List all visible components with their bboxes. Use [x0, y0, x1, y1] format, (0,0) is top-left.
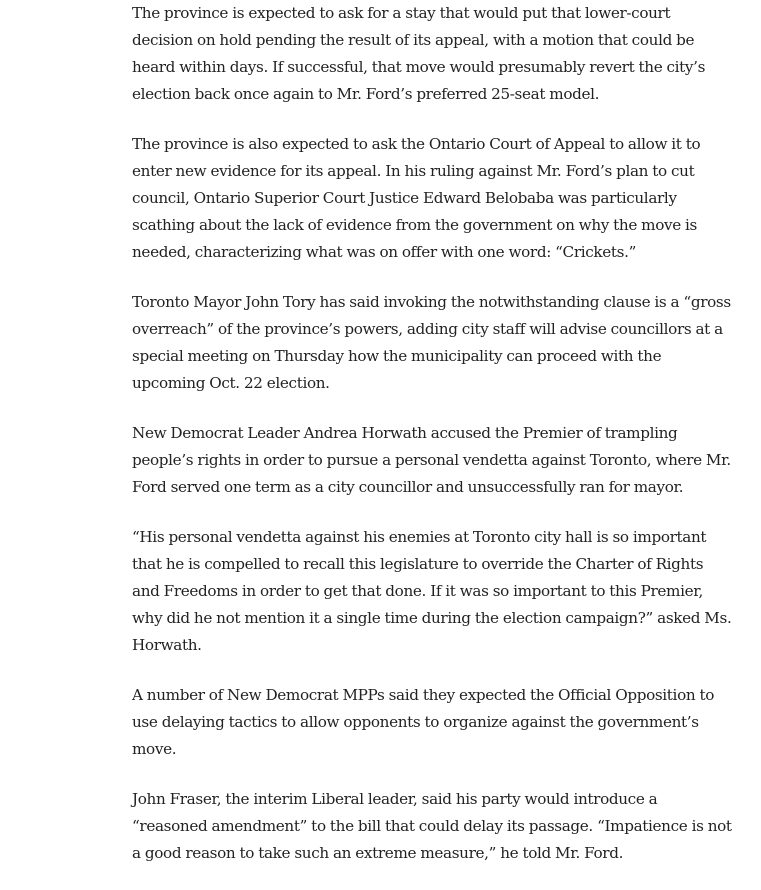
- article-body: [132, 0, 732, 890]
- paragraph-horwath-accusation: New Democrat Leader Andrea Horwath accused the Premier of trampling people’s rights in order to pursue a personal vendetta against Toronto, where Mr. Ford served one term as a city councillor and unsuccessfully ran for mayor.: [132, 424, 731, 496]
- paragraph-new-evidence: The province is also expected to ask the Ontario Court of Appeal to allow it to enter new evidence for its appeal. In his ruling against Mr. Ford’s plan to cut council, Ontario Superior Court Justice Edward Belobaba was particularly scathing about the lack of evidence from the government on why the move is needed, characterizing what was on offer with one word: “Crickets.”: [132, 135, 701, 261]
- paragraph-stay-motion: The province is expected to ask for a stay that would put that lower-court decision on hold pending the result of its appeal, with a motion that could be heard within days. If successful, that move would presumably revert the city’s election back once again to Mr. Ford’s preferred 25-seat model.: [132, 4, 706, 103]
- paragraph-fraser-amendment: John Fraser, the interim Liberal leader, said his party would introduce a “reasoned amendment” to the bill that could delay its passage. “Impatience is not a good reason to take such an extreme measure,” he told Mr. Ford.: [132, 790, 732, 862]
- paragraph-mayor-tory: Toronto Mayor John Tory has said invoking the notwithstanding clause is a “gross overreach” of the province’s powers, adding city staff will advise councillors at a special meeting on Thursday how the municipality can proceed with the upcoming Oct. 22 election.: [132, 293, 731, 392]
- paragraph-ndp-mpps: A number of New Democrat MPPs said they expected the Official Opposition to use delaying tactics to allow opponents to organize against the government’s move.: [132, 686, 715, 758]
- paragraph-horwath-quote: “His personal vendetta against his enemies at Toronto city hall is so important that he is compelled to recall this legislature to override the Charter of Rights and Freedoms in order to get that done. If it was so important to this Premier, why did he not mention it a single time during the election campaign?” asked Ms. Horwath.: [132, 528, 732, 654]
